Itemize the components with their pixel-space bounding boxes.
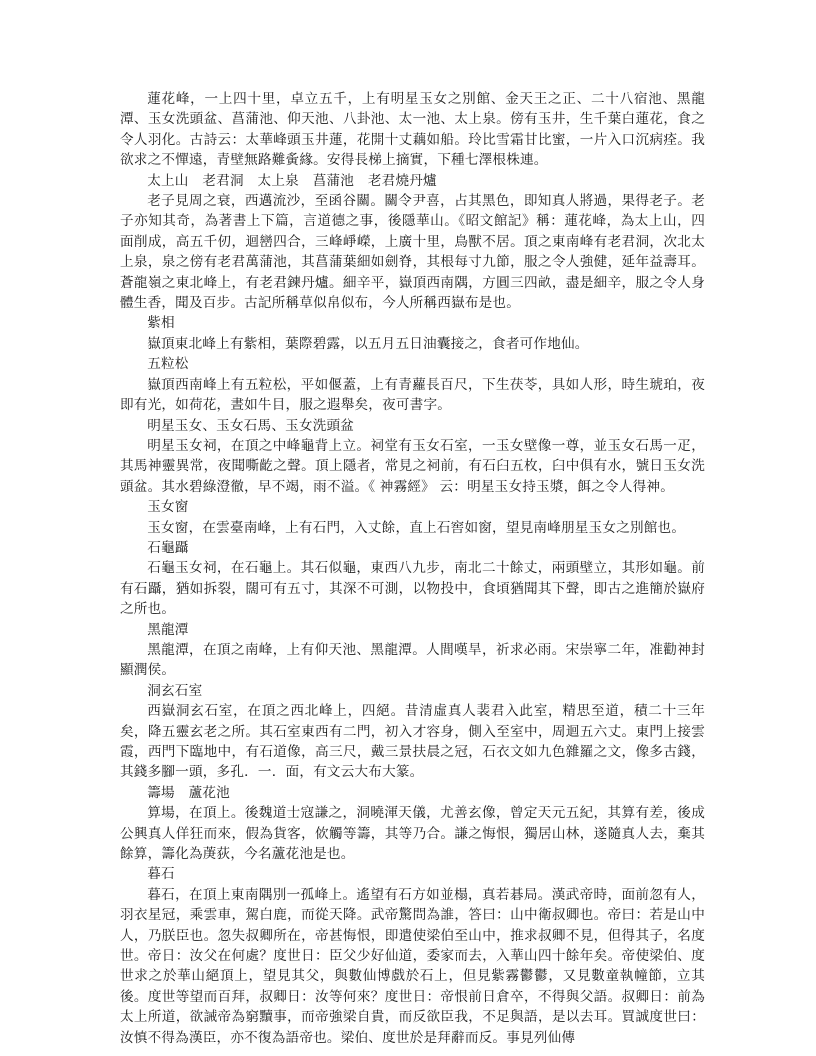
heading-five-needle-pine: 五粒松	[147, 356, 189, 373]
paragraph-jade-maiden: 明星玉女祠，在頂之中峰龜背上立。祠堂有玉女石室，一玉女壁像一尊，並玉女石馬一疋，其馬神靈異常，夜聞嘶齕之聲。頂上隱者，常見之祠前，有石臼五枚，臼中俱有水，號日玉女洗頭盆。其水碧綠澄徹，早不竭，雨不溢。《 神霧經》 云：明星玉女持玉漿，餌之令人得神。	[120, 437, 705, 495]
heading-suanchang: 籌場 蘆花池	[147, 784, 230, 801]
heading-weiqi-stone: 暮石	[147, 866, 175, 883]
heading-jade-maiden: 明星玉女、玉女石馬、玉女洗頭盆	[147, 417, 355, 434]
paragraph-suanchang: 算場，在頂上。後魏道士寇謙之，洞曉渾天儀，尤善玄像，曾定天元五紀，其算有差，後成公興真人佯狂而來，假為貨客，佽觸等籌，其等乃合。謙之悔恨，獨居山林，遂隨真人去，棄其餘算，籌化為菮荻，今名蘆花池是也。	[120, 805, 705, 863]
heading-zixiang: 紫相	[147, 315, 175, 332]
paragraph-lotus-peak: 蓮花峰，一上四十里，卓立五千，上有明星玉女之別館、金天王之正、二十八宿池、黑龍潭、玉女洗頭盆、菖蒲池、仰天池、八卦池、太一池、太上泉。傍有玉井，生千葉白蓮花，食之令人羽化。古詩云：太華峰頭玉井蓮，花開十丈藕如船。玲比雪霜甘比蜜，一片入口沉病痊。我欲求之不憚遠，青壁無路難夤緣。安得長梯上摘實，下種七澤根株連。	[120, 91, 705, 169]
heading-cave-room: 洞玄石室	[147, 682, 203, 699]
heading-black-dragon: 黑龍潭	[147, 621, 189, 638]
paragraph-jade-window: 玉女窗，在雲臺南峰，上有石門，入丈餘，直上石窖如窗，望見南峰朋星玉女之別館也。	[147, 519, 686, 536]
document-page	[120, 89, 705, 1048]
heading-jade-window: 玉女窗	[147, 499, 189, 516]
paragraph-stone-turtle: 石龜玉女祠，在石龜上。其石似龜，東西八九步，南北二十餘丈，兩頭壁立，其形如龜。前有石躡，猶如拆裂，闊可有五寸，其深不可測，以物投中，食頃猶聞其下聲，即古之進簡於嶽府之所也。	[120, 560, 705, 618]
paragraph-weiqi-stone: 暮石，在頂上東南隅別一孤峰上。遙望有石方如並榻，真若碁局。漢武帝時，面前忽有人，羽衣星冠，乘雲車，駕白鹿，而從天降。武帝驚問為誰，答曰：山中衛叔卿也。帝曰：若是山中人，乃朕臣也。忽失叔卿所在，帝甚悔恨，即遣使梁伯至山中，推求叔卿不見，但得其子，名度世。帝日：汝父在何處？度世日：臣父少好仙道，委家而去，入華山四十餘年矣。帝使梁伯、度世求之於華山絕頂上，望見其父，與數仙博戲於石上，但見紫霧鬱鬱，又見數童執幢節，立其後。度世等望而百拜，叔卿日：汝等何來？度世日：帝恨前日倉卒，不得與父語。叔卿日：前為太上所道，欲誡帝為窮黷事，而帝強梁自貴，而反欲臣我，不足與語，是以去耳。買誠度世曰：汝慎不得為漢臣，亦不復為語帝也。梁伯、度世於是拜辭而反。事見列仙傳	[120, 886, 705, 1046]
heading-taishang-group: 太上山 老君洞 太上泉 菖蒲池 老君燒丹爐	[147, 172, 437, 189]
paragraph-zixiang: 嶽頂東北峰上有紫相，葉際碧露，以五月五日油囊接之，食者可作地仙。	[147, 335, 589, 352]
paragraph-black-dragon: 黑龍潭，在頂之南峰，上有仰天池、黑龍潭。人間嘆旱，祈求必雨。宋崇寧二年，准勸神封顯潤侯。	[120, 641, 705, 679]
paragraph-cave-room: 西嶽洞玄石室，在頂之西北峰上，四絕。昔清虛真人裴君入此室，精思至道，積二十三年矣，降五靈玄老之所。其石室東西有二門，初入才容身，側入至室中，周迴五六丈。東門上接雲霞，西門下臨地中，有石道像，高三尺，戴三景扶晨之冠，石衣文如九色雜羅之文，像多古錢，其錢多腳一頭，多孔．一．面，有文云大布大篆。	[120, 703, 705, 781]
paragraph-laozi: 老子見周之衰，西邁流沙，至函谷關。關令尹喜，占其黑色，即知真人將過，果得老子。老子亦知其奇，為著書上下篇，言道德之事，後隱華山。《昭文館記》稱：蓮花峰，為太上山，四面削成，高五千仞，迴巒四合，三峰崢嶸，上廣十里，鳥獸不居。頂之東南峰有老君洞，次北太上泉，泉之傍有老君萬蒲池，其菖蒲葉細如劍脊，其根每寸九節，服之令人強健，延年益壽耳。蒼龍嶺之東北峰上，有老君鍊丹爐。細辛平，嶽頂西南隅，方圓三四畝，盡是細辛，服之令人身體生香，聞及百步。古記所稱草似帛似布，今人所稱西嶽布是也。	[120, 193, 705, 312]
paragraph-five-needle-pine: 嶽頂西南峰上有五粒松，平如偃蓋，上有青蘿長百尺，下生茯苓，具如人形，時生琥珀，夜即有光，如荷花，晝如牛目，服之遐舉矣，夜可書字。	[120, 376, 705, 414]
heading-stone-turtle: 石龜躡	[147, 539, 189, 556]
